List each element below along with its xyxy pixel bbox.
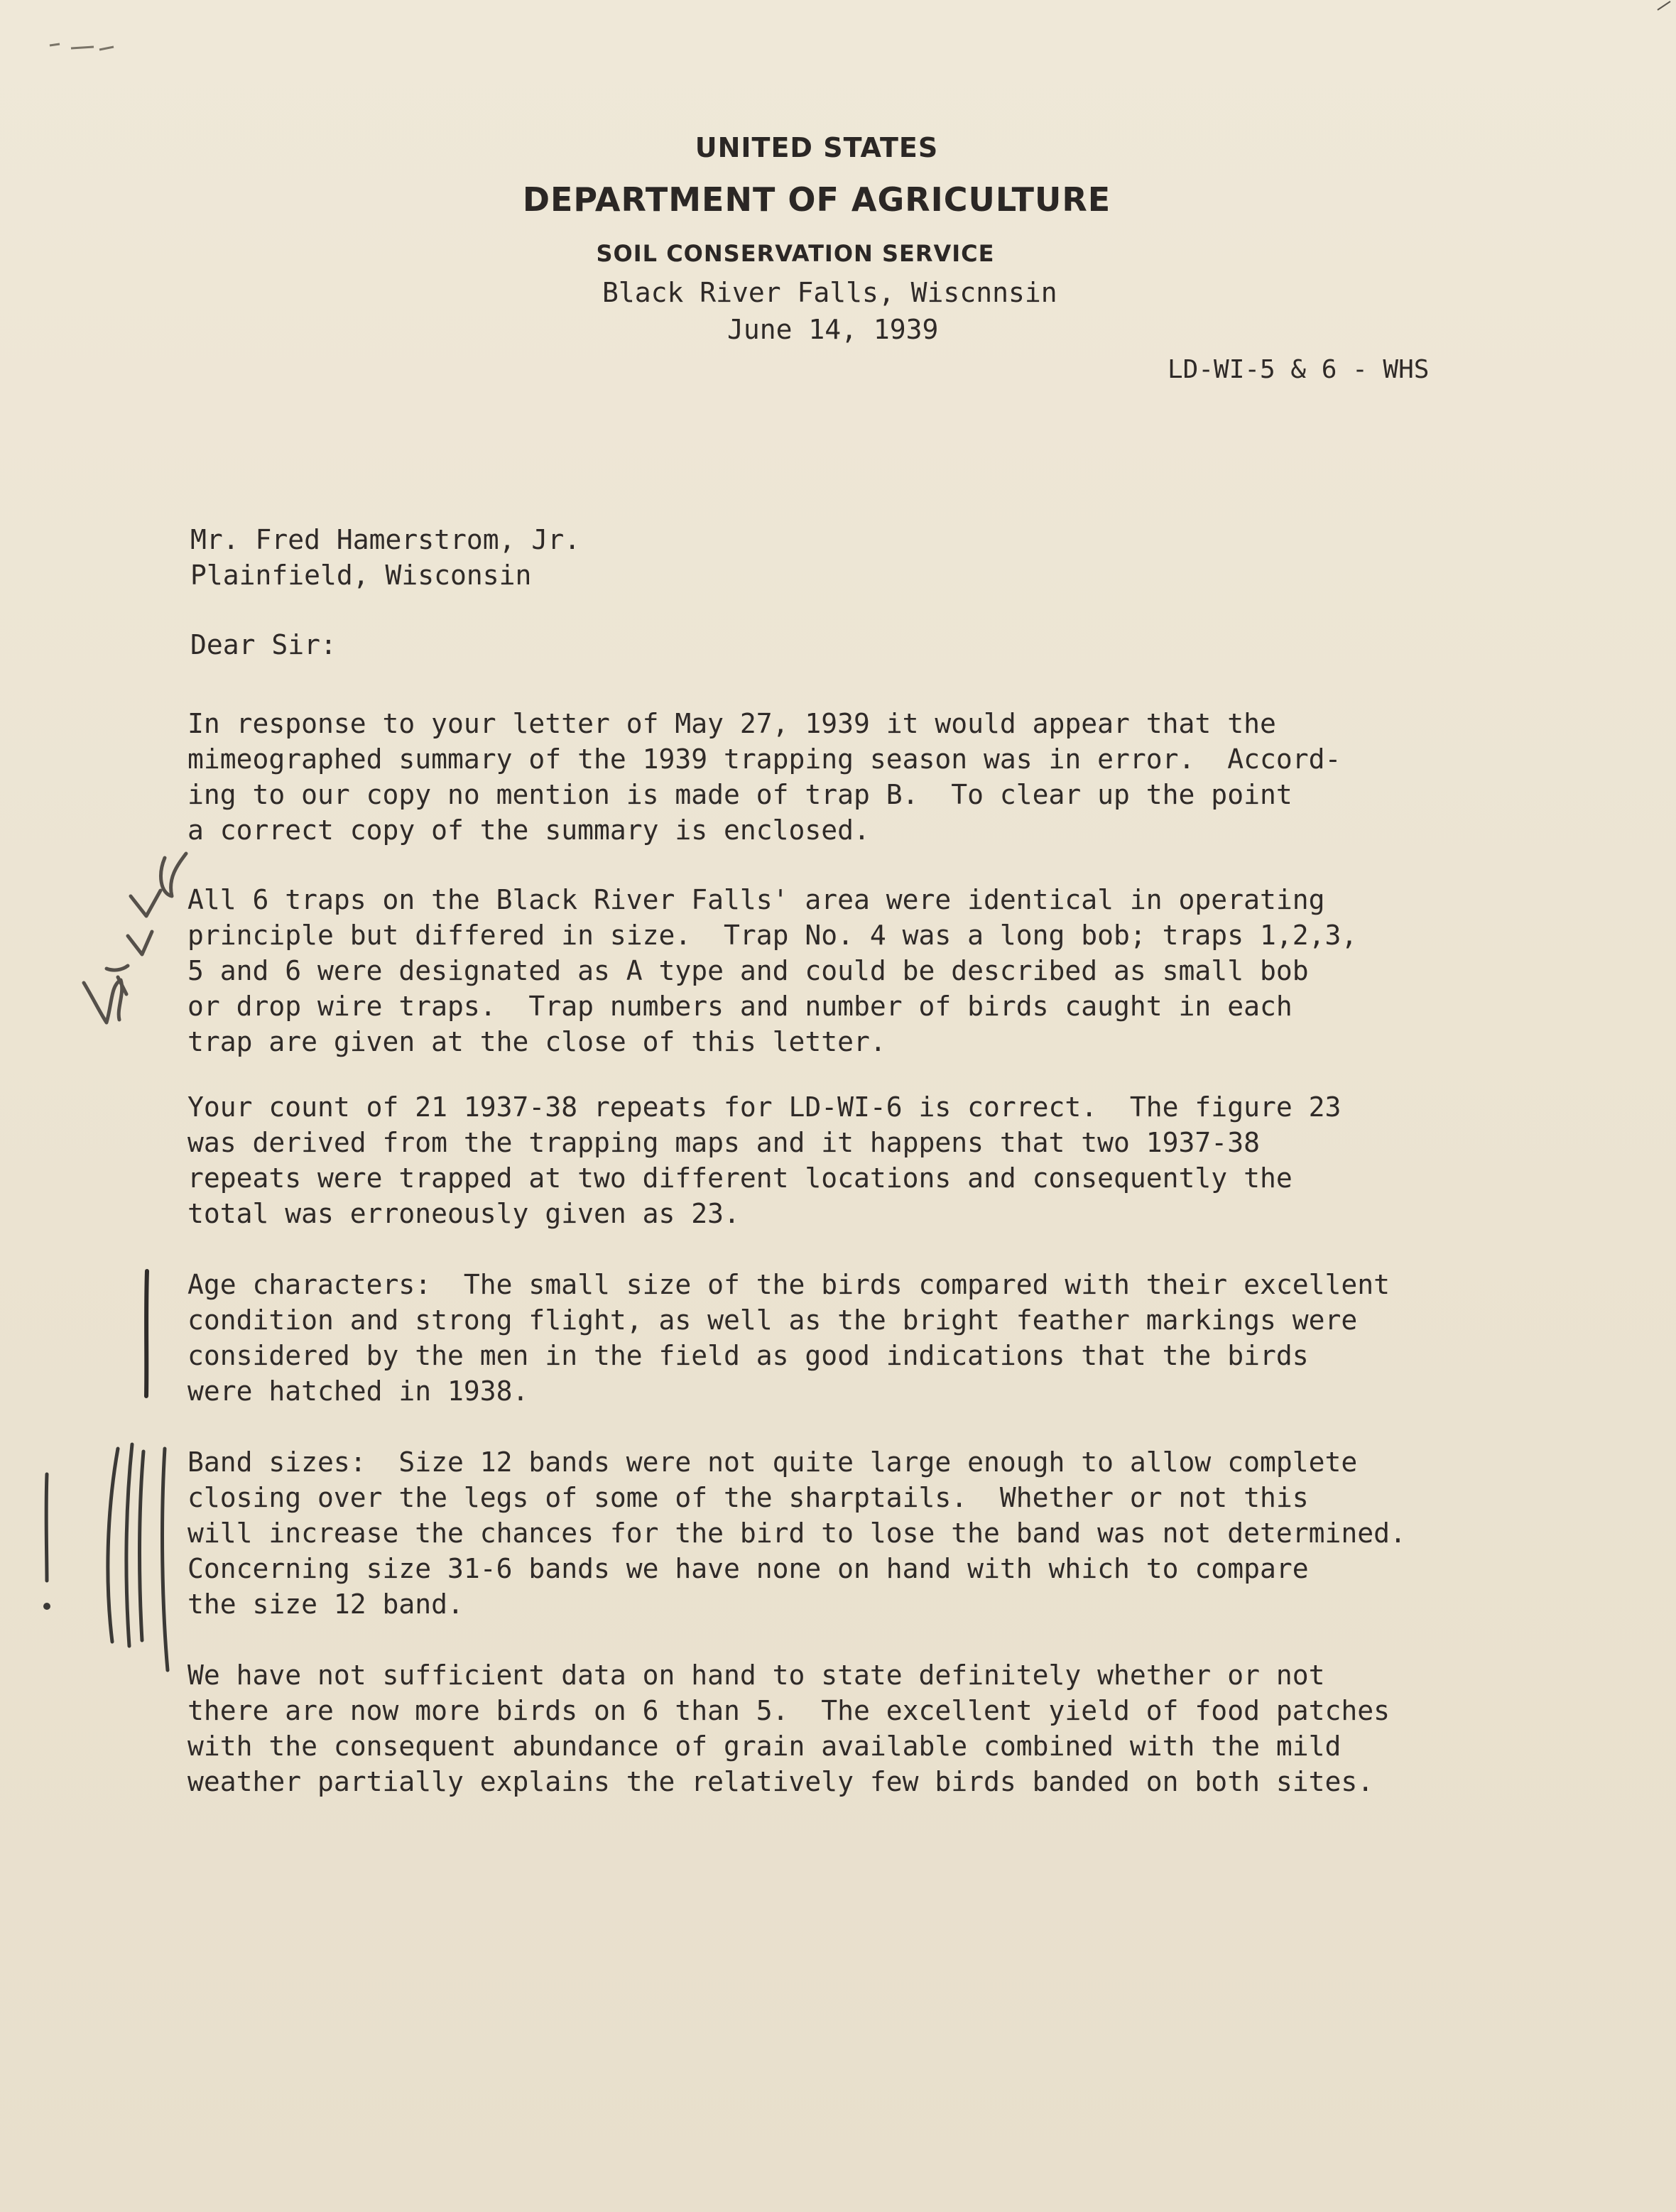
paragraph-line: condition and strong flight, as well as the bright feather markings were	[187, 1304, 1358, 1336]
paragraph-line: repeats were trapped at two different locations and consequently the	[187, 1162, 1293, 1194]
paragraph-line: In response to your letter of May 27, 1939 it would appear that the	[187, 708, 1276, 739]
paragraph-line: closing over the legs of some of the sharptails. Whether or not this	[187, 1482, 1309, 1513]
letterhead-line-1: UNITED STATES	[695, 132, 939, 163]
letter-place: Black River Falls, Wiscnnsin	[602, 277, 1057, 308]
paragraph-line: Concerning size 31-6 bands we have none on hand with which to compare	[187, 1553, 1309, 1584]
letterhead-department: DEPARTMENT OF AGRICULTURE	[522, 180, 1111, 219]
reference-code: LD-WI-5 & 6 - WHS	[1168, 355, 1430, 384]
paragraph-line: principle but differed in size. Trap No. 4 was a long bob; traps 1,2,3,	[187, 920, 1358, 951]
pencil-initials-icon	[84, 854, 186, 1023]
paragraph-line: total was erroneously given as 23.	[187, 1198, 740, 1229]
recipient-address: Plainfield, Wisconsin	[190, 560, 532, 591]
paragraph-line: or drop wire traps. Trap numbers and number of birds caught in each	[187, 991, 1293, 1022]
recipient-name: Mr. Fred Hamerstrom, Jr.	[190, 524, 581, 555]
paragraph-line: considered by the men in the field as good indications that the birds	[187, 1340, 1309, 1371]
salutation: Dear Sir:	[190, 629, 337, 660]
corner-tick-icon	[1658, 1, 1670, 10]
paragraph-line: there are now more birds on 6 than 5. The excellent yield of food patches	[187, 1695, 1390, 1726]
paragraph-line: We have not sufficient data on hand to state definitely whether or not	[187, 1660, 1325, 1691]
paragraph-line: mimeographed summary of the 1939 trapping season was in error. Accord-	[187, 743, 1342, 775]
paragraph-line: ing to our copy no mention is made of trap B. To clear up the point	[187, 779, 1293, 810]
corner-scratch-icon	[50, 44, 114, 50]
margin-lines-mark	[46, 1444, 168, 1670]
paragraph-line: Band sizes: Size 12 bands were not quite large enough to allow complete	[187, 1446, 1358, 1478]
paragraph-line: a correct copy of the summary is enclosed.	[187, 814, 870, 846]
letter-date: June 14, 1939	[727, 314, 939, 345]
margin-line-mark	[146, 1271, 147, 1396]
paragraph-line: Your count of 21 1937-38 repeats for LD-WI-6 is correct. The figure 23	[187, 1091, 1342, 1123]
paragraph-line: with the consequent abundance of grain available combined with the mild	[187, 1731, 1342, 1762]
paragraph-line: will increase the chances for the bird to lose the band was not determined.	[187, 1518, 1406, 1549]
paragraph-line: weather partially explains the relatively few birds banded on both sites.	[187, 1766, 1374, 1797]
letterhead-service: SOIL CONSERVATION SERVICE	[596, 240, 995, 267]
paragraph-line: was derived from the trapping maps and it happens that two 1937-38	[187, 1127, 1260, 1158]
paragraph-line: were hatched in 1938.	[187, 1375, 529, 1407]
paragraph-line: All 6 traps on the Black River Falls' area were identical in operating	[187, 884, 1325, 915]
paragraph-line: trap are given at the close of this letter.	[187, 1026, 886, 1057]
paragraph-line: 5 and 6 were designated as A type and could be described as small bob	[187, 955, 1309, 986]
paragraph-line: Age characters: The small size of the birds compared with their excellent	[187, 1269, 1390, 1300]
paragraph-line: the size 12 band.	[187, 1589, 464, 1620]
pencil-dot-icon	[43, 1603, 50, 1610]
